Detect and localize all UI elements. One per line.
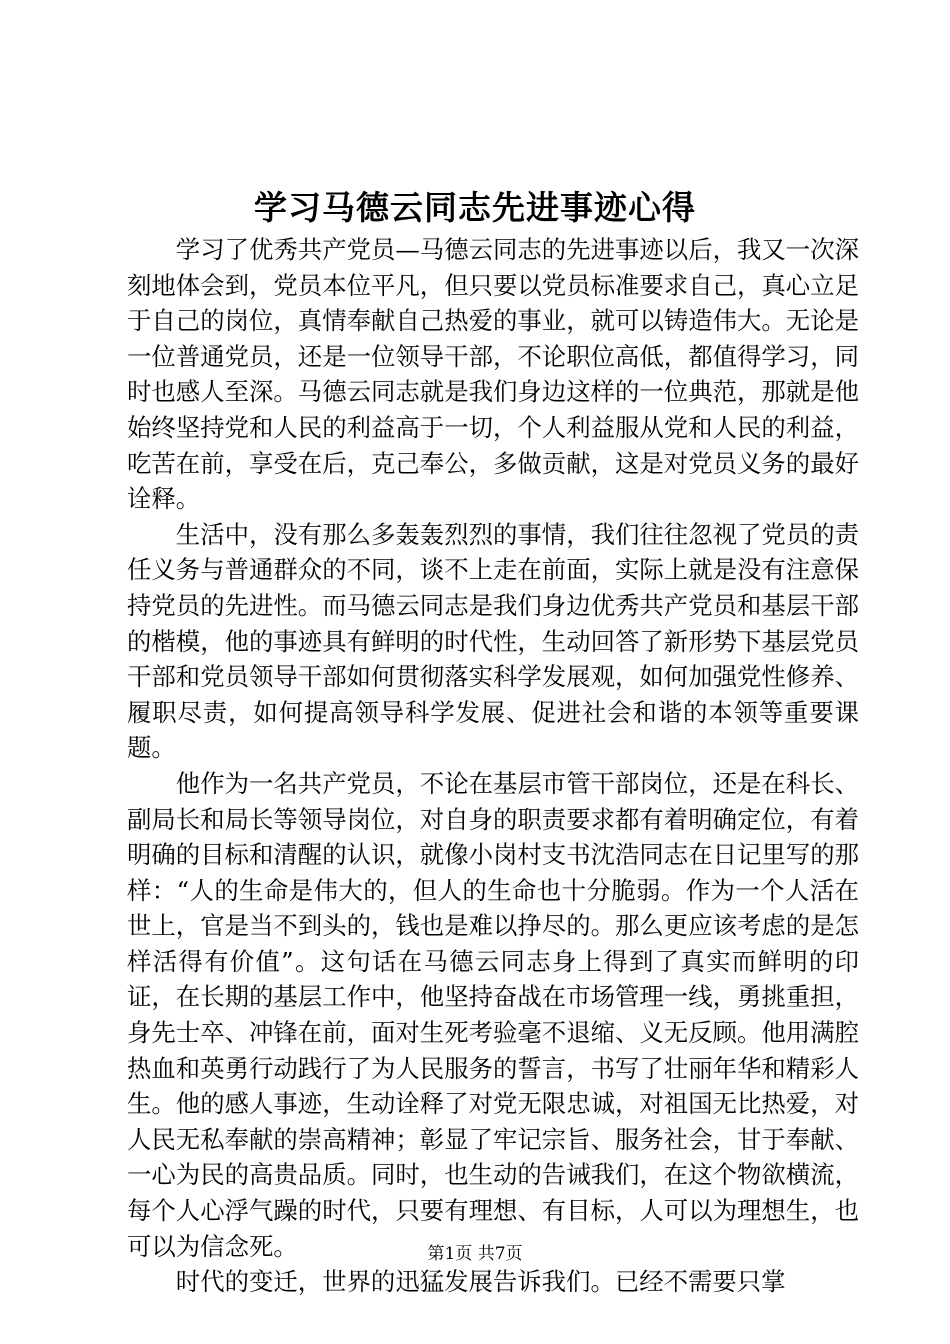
document-body [127,232,859,1300]
paragraph-3: 他作为一名共产党员，不论在基层市管干部岗位，还是在科长、副局长和局长等领导岗位，对自身的职责要求都有着明确定位，有着明确的目标和清醒的认识，就像小岗村支书沈浩同志在日记里写的那样：“人的生命是伟大的，但人的生命也十分脆弱。作为一个人活在世上，官是当不到头的，钱也是难以挣尽的。那么更应该考虑的是怎样活得有价值”。这句话在马德云同志身上得到了真实而鲜明的印证，在长期的基层工作中，他坚持奋战在市场管理一线，勇挑重担，身先士卒、冲锋在前，面对生死考验毫不退缩、义无反顾。他用满腔热血和英勇行动践行了为人民服务的誓言，书写了壮丽年华和精彩人生。他的感人事迹，生动诠释了对党无限忠诚，对祖国无比热爱，对人民无私奉献的崇高精神；彰显了牢记宗旨、服务社会，甘于奉献、一心为民的高贵品质。同时，也生动的告诫我们，在这个物欲横流，每个人心浮气躁的时代，只要有理想、有目标，人可以为理想生，也可以为信念死。 [127,768,859,1261]
paragraph-1: 学习了优秀共产党员—马德云同志的先进事迹以后，我又一次深刻地体会到，党员本位平凡，但只要以党员标准要求自己，真心立足于自己的岗位，真情奉献自己热爱的事业，就可以铸造伟大。无论是一位普通党员，还是一位领导干部，不论职位高低，都值得学习，同时也感人至深。马德云同志就是我们身边这样的一位典范，那就是他始终坚持党和人民的利益高于一切，个人利益服从党和人民的利益，吃苦在前，享受在后，克己奉公，多做贡献，这是对党员义务的最好诠释。 [127,235,859,514]
paragraph-4: 时代的变迁，世界的迅猛发展告诉我们。已经不需要只掌 [175,1267,786,1297]
page-number-footer: 第1页 共7页 [427,1244,523,1264]
document-title: 学习马德云同志先进事迹心得 [254,188,696,227]
paragraph-2: 生活中，没有那么多轰轰烈烈的事情，我们往往忽视了党员的责任义务与普通群众的不同，谈不上走在前面，实际上就是没有注意保持党员的先进性。而马德云同志是我们身边优秀共产党员和基层干部的楷模，他的事迹具有鲜明的时代性，生动回答了新形势下基层党员干部和党员领导干部如何贯彻落实科学发展观，如何加强党性修养、履职尽责，如何提高领导科学发展、促进社会和谐的本领等重要课题。 [127,519,859,763]
